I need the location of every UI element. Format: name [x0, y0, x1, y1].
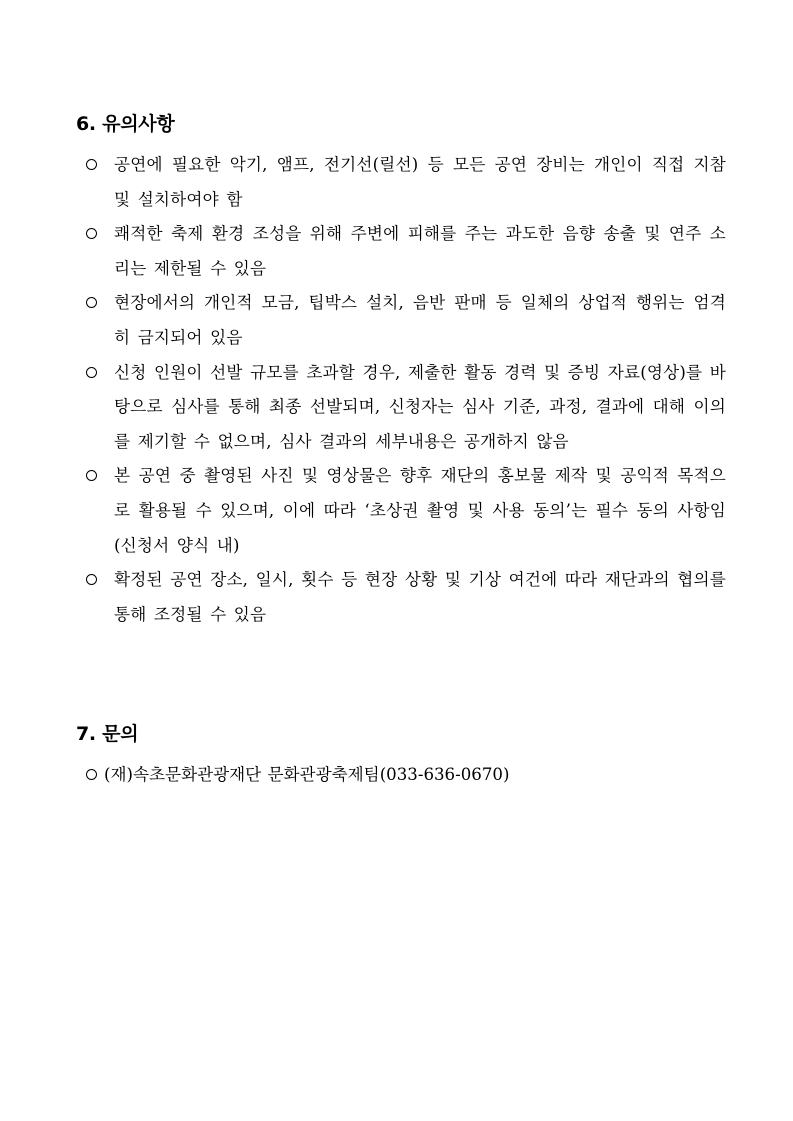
circle-bullet-icon	[86, 228, 97, 239]
notes-item-text: 공연에 필요한 악기, 앰프, 전기선(릴선) 등 모든 공연 장비는 개인이 직접 지참 및 설치하여야 함	[114, 155, 726, 209]
circle-bullet-icon	[86, 574, 97, 585]
circle-bullet-icon	[86, 297, 97, 308]
notes-item	[76, 286, 726, 355]
circle-bullet-icon	[86, 367, 97, 378]
notes-item-text: 쾌적한 축제 환경 조성을 위해 주변에 피해를 주는 과도한 음향 송출 및 연주 소리는 제한될 수 있음	[114, 224, 726, 278]
circle-bullet-icon	[86, 470, 97, 481]
notes-item-text: 신청 인원이 선발 규모를 초과할 경우, 제출한 활동 경력 및 증빙 자료(영상)를 바탕으로 심사를 통해 최종 선발되며, 신청자는 심사 기준, 과정, 결과에 대해 이의를 제기할 수 없으며, 심사 결과의 세부내용은 공개하지 않음	[114, 362, 726, 451]
notes-item	[76, 148, 726, 217]
notes-section	[76, 108, 726, 632]
circle-bullet-icon	[86, 159, 97, 170]
notes-item	[76, 459, 726, 563]
contact-section	[76, 718, 726, 793]
notes-item	[76, 563, 726, 632]
contact-heading: 7. 문의	[76, 723, 139, 745]
notes-item-text: 현장에서의 개인적 모금, 팁박스 설치, 음반 판매 등 일체의 상업적 행위는 엄격히 금지되어 있음	[114, 293, 726, 347]
notes-item-text: 본 공연 중 촬영된 사진 및 영상물은 향후 재단의 홍보물 제작 및 공익적 목적으로 활용될 수 있으며, 이에 따라 ‘초상권 촬영 및 사용 동의’는 필수 동의 사항임(신청서 양식 내)	[114, 466, 726, 555]
notes-item	[76, 217, 726, 286]
contact-item-text: (재)속초문화관광재단 문화관광축제팀(033-636-0670)	[104, 765, 510, 784]
contact-item	[76, 758, 726, 793]
circle-bullet-icon	[86, 769, 97, 780]
notes-item	[76, 356, 726, 460]
notes-item-text: 확정된 공연 장소, 일시, 횟수 등 현장 상황 및 기상 여건에 따라 재단과의 협의를 통해 조정될 수 있음	[114, 570, 726, 624]
notes-heading: 6. 유의사항	[76, 113, 175, 135]
